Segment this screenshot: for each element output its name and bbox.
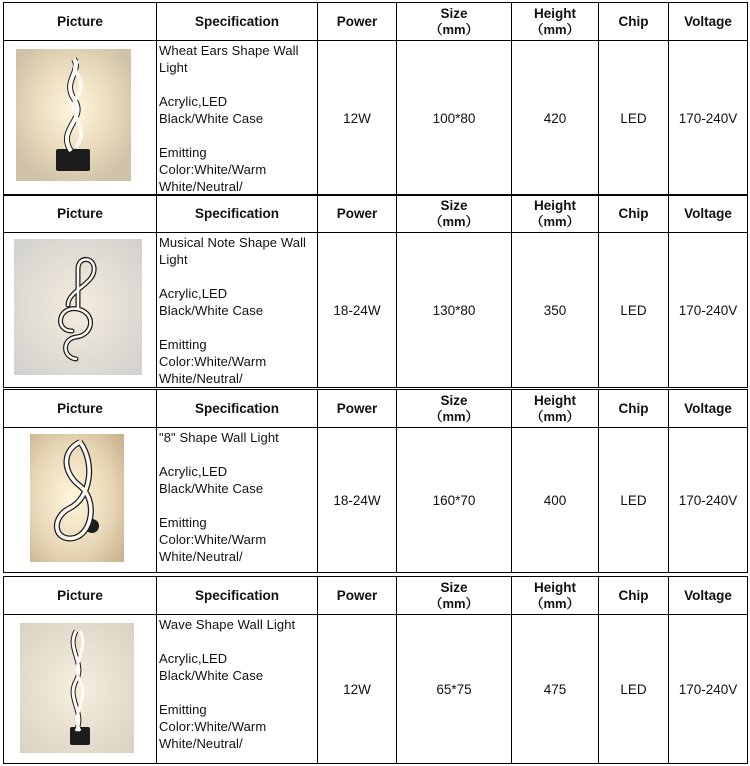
table-row — [4, 41, 748, 196]
wheat-ears-lamp-photo — [16, 49, 131, 181]
picture-cell — [4, 41, 157, 196]
voltage-cell: 170-240V — [669, 428, 748, 573]
header-power: Power — [318, 195, 397, 233]
header-size-unit: （mm） — [429, 408, 479, 424]
voltage-cell: 170-240V — [669, 233, 748, 388]
header-row — [4, 577, 748, 615]
product-material: Acrylic,LED — [159, 94, 228, 109]
header-specification: Specification — [157, 390, 318, 428]
product-emitting-color-2: White/Neutral/ — [159, 736, 243, 751]
header-chip: Chip — [599, 577, 669, 615]
header-specification: Specification — [157, 195, 318, 233]
header-chip: Chip — [599, 195, 669, 233]
product-emitting: Emitting — [159, 515, 207, 530]
header-height-label: Height — [534, 5, 576, 21]
power-cell: 12W — [318, 615, 397, 764]
header-picture: Picture — [4, 577, 157, 615]
chip-cell: LED — [599, 233, 669, 388]
header-size-unit: （mm） — [429, 213, 479, 229]
header-voltage: Voltage — [669, 3, 748, 41]
header-height-unit: （mm） — [530, 21, 580, 37]
power-cell: 18-24W — [318, 233, 397, 388]
product-table-4 — [3, 576, 748, 764]
product-emitting-color: Color:White/Warm — [159, 354, 267, 369]
product-emitting: Emitting — [159, 702, 207, 717]
header-height — [512, 195, 599, 233]
product-emitting-color: Color:White/Warm — [159, 532, 267, 547]
header-voltage: Voltage — [669, 195, 748, 233]
table-row — [4, 428, 748, 573]
product-table-1 — [3, 2, 748, 196]
size-cell: 160*70 — [397, 428, 512, 573]
header-specification: Specification — [157, 3, 318, 41]
header-size — [397, 390, 512, 428]
musical-note-lamp-photo — [14, 239, 142, 375]
product-name: "8" Shape Wall Light — [159, 430, 279, 445]
height-cell: 420 — [512, 41, 599, 196]
header-power: Power — [318, 390, 397, 428]
specification-cell — [157, 615, 318, 764]
wave-lamp-photo — [20, 623, 134, 753]
header-height-label: Height — [534, 197, 576, 213]
size-cell: 130*80 — [397, 233, 512, 388]
header-power: Power — [318, 577, 397, 615]
header-size-label: Size — [440, 5, 468, 21]
product-emitting-color-2: White/Neutral/ — [159, 371, 243, 386]
header-height-label: Height — [534, 579, 576, 595]
product-case: Black/White Case — [159, 668, 264, 683]
table-row — [4, 233, 748, 388]
header-size-unit: （mm） — [429, 595, 479, 611]
chip-cell: LED — [599, 615, 669, 764]
header-chip: Chip — [599, 3, 669, 41]
product-emitting: Emitting — [159, 337, 207, 352]
product-emitting-color: Color:White/Warm — [159, 719, 267, 734]
header-size-unit: （mm） — [429, 21, 479, 37]
product-emitting-color-2: White/Neutral/ — [159, 549, 243, 564]
header-height-unit: （mm） — [530, 213, 580, 229]
product-material: Acrylic,LED — [159, 651, 228, 666]
specification-cell — [157, 428, 318, 573]
header-specification: Specification — [157, 577, 318, 615]
header-chip: Chip — [599, 390, 669, 428]
header-voltage: Voltage — [669, 577, 748, 615]
header-size — [397, 195, 512, 233]
header-row — [4, 195, 748, 233]
product-emitting-color-2: White/Neutral/ — [159, 179, 243, 194]
chip-cell: LED — [599, 41, 669, 196]
voltage-cell: 170-240V — [669, 41, 748, 196]
product-case: Black/White Case — [159, 303, 264, 318]
header-size — [397, 577, 512, 615]
header-size — [397, 3, 512, 41]
header-height — [512, 390, 599, 428]
header-size-label: Size — [440, 197, 468, 213]
picture-cell — [4, 428, 157, 573]
figure-eight-lamp-photo — [30, 434, 124, 562]
product-emitting-color: Color:White/Warm — [159, 162, 267, 177]
product-table-3 — [3, 389, 748, 573]
header-height — [512, 3, 599, 41]
product-name: Wave Shape Wall Light — [159, 617, 296, 632]
header-height-unit: （mm） — [530, 595, 580, 611]
header-height-label: Height — [534, 392, 576, 408]
table-row — [4, 615, 748, 764]
header-row — [4, 3, 748, 41]
height-cell: 350 — [512, 233, 599, 388]
picture-cell — [4, 615, 157, 764]
header-picture: Picture — [4, 3, 157, 41]
product-case: Black/White Case — [159, 481, 264, 496]
header-power: Power — [318, 3, 397, 41]
header-voltage: Voltage — [669, 390, 748, 428]
power-cell: 12W — [318, 41, 397, 196]
voltage-cell: 170-240V — [669, 615, 748, 764]
header-size-label: Size — [440, 392, 468, 408]
specification-cell — [157, 233, 318, 388]
product-material: Acrylic,LED — [159, 464, 228, 479]
header-height-unit: （mm） — [530, 408, 580, 424]
size-cell: 100*80 — [397, 41, 512, 196]
header-size-label: Size — [440, 579, 468, 595]
product-material: Acrylic,LED — [159, 286, 228, 301]
product-emitting: Emitting — [159, 145, 207, 160]
size-cell: 65*75 — [397, 615, 512, 764]
specification-cell — [157, 41, 318, 196]
header-picture: Picture — [4, 390, 157, 428]
product-name: Wheat Ears Shape Wall Light — [159, 43, 299, 75]
header-height — [512, 577, 599, 615]
height-cell: 400 — [512, 428, 599, 573]
chip-cell: LED — [599, 428, 669, 573]
header-row — [4, 390, 748, 428]
product-table-2 — [3, 194, 748, 388]
product-name: Musical Note Shape Wall Light — [159, 235, 307, 267]
height-cell: 475 — [512, 615, 599, 764]
power-cell: 18-24W — [318, 428, 397, 573]
picture-cell — [4, 233, 157, 388]
header-picture: Picture — [4, 195, 157, 233]
product-case: Black/White Case — [159, 111, 264, 126]
